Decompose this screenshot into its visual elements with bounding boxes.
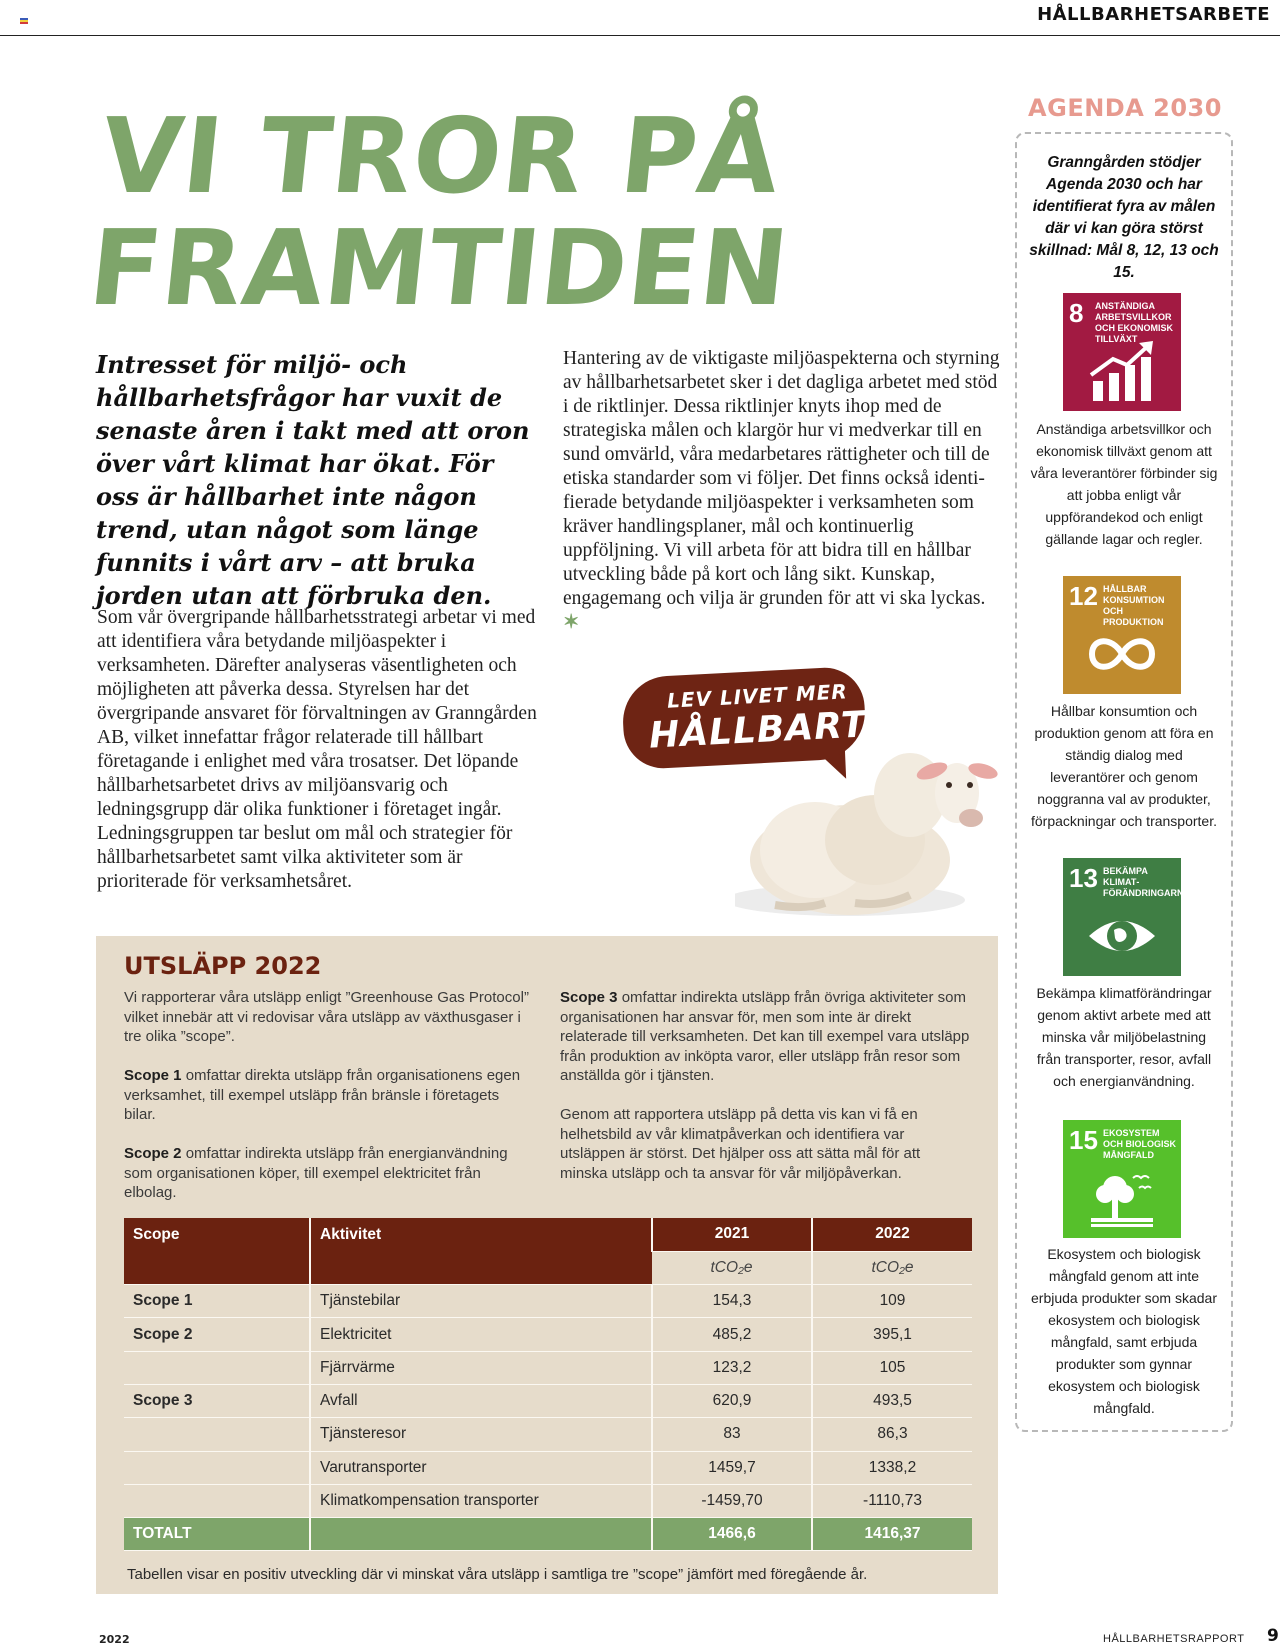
cell-2021: -1459,70 (652, 1484, 812, 1517)
header-activity: Aktivitet (310, 1218, 652, 1285)
cell-2021: 485,2 (652, 1318, 812, 1351)
sdg-name: ANSTÄNDIGA ARBETSVILLKOR OCH EKONOMISK TILLVÄXT (1095, 301, 1174, 344)
sdg-tile-13 (1063, 858, 1190, 976)
emissions-left-column (124, 988, 534, 1222)
table-row (124, 1451, 972, 1484)
headline-line-2: FRAMTIDEN (83, 207, 795, 329)
cell-2021: 83 (652, 1418, 812, 1451)
sheep-image (735, 735, 1010, 930)
table-row (124, 1285, 972, 1318)
top-bar (0, 0, 1280, 36)
cell-2021: 154,3 (652, 1285, 812, 1318)
section-title: HÅLLBARHETSARBETE (1037, 4, 1270, 25)
total-2022: 1416,37 (812, 1518, 972, 1551)
cell-2021: 620,9 (652, 1384, 812, 1417)
footer-year: 2022 (99, 1633, 130, 1645)
cell-2021: 123,2 (652, 1351, 812, 1384)
header-2022: 2022 (812, 1218, 972, 1251)
headline-line-1: VI TROR PÅ (95, 95, 787, 217)
cell-scope (124, 1351, 310, 1384)
cell-scope (124, 1451, 310, 1484)
scope2-label: Scope 2 (124, 1145, 182, 1162)
scope1-label: Scope 1 (124, 1067, 182, 1084)
sdg-description-12: Hållbar konsumtion och produktion genom att föra en ständig dialog med leverantörer och genom noggranna val av produkter, förpackningar och transporter. (1031, 703, 1217, 829)
cell-2022: 105 (812, 1351, 972, 1384)
total-empty (310, 1518, 652, 1551)
unit-2021: tCO₂e (652, 1251, 812, 1284)
bubble-text-large: HÅLLBART (648, 704, 868, 757)
cell-scope: Scope 2 (124, 1318, 310, 1351)
infinity-icon (1087, 622, 1157, 686)
cell-2022: 1338,2 (812, 1451, 972, 1484)
total-row (124, 1518, 972, 1551)
total-label: TOTALT (124, 1518, 310, 1551)
cell-activity: Avfall (310, 1384, 652, 1417)
page-number: 9 (1267, 1626, 1279, 1645)
cell-activity: Tjänsteresor (310, 1418, 652, 1451)
scope1-paragraph (124, 1066, 534, 1125)
cell-scope (124, 1484, 310, 1517)
sdg-description-15: Ekosystem och biologisk mångfald genom att inte erbjuda produkter som skadar ekosystem och biologisk mångfald, samt erbjuda produkter som gynnar ekosystem och biologisk mångfald. (1031, 1246, 1217, 1416)
table-row (124, 1384, 972, 1417)
sdg-description-8: Anständiga arbetsvillkor och ekonomisk tillväxt genom att våra leverantörer förbinder sig att jobba enligt vår uppförandekod och enligt gällande lagar och regler. (1030, 421, 1218, 547)
scope2-paragraph (124, 1144, 534, 1203)
body-paragraph-right (563, 347, 1003, 635)
bubble-text-small: LEV LIVET MER (666, 679, 849, 713)
sdg-name: BEKÄMPA KLIMATFÖRÄNDRINGARNA (1103, 866, 1190, 898)
scope3-text: omfattar indirekta utsläpp från övriga aktiviteter som organisationen har ansvar för, men som inte är direkt relaterade till verksamheten. Det kan till exempel vara utsläpp från produktion av inköpta varor, eller utsläpp från resor som anställda gör i tjänsten. (560, 989, 970, 1084)
agenda-title: AGENDA 2030 (1028, 94, 1222, 122)
page-headline (83, 95, 795, 329)
cell-2021: 1459,7 (652, 1451, 812, 1484)
sdg-name: EKOSYSTEM OCH BIOLOGISK MÅNGFALD (1103, 1128, 1177, 1160)
cell-activity: Elektricitet (310, 1318, 652, 1351)
scope1-text: omfattar direkta utsläpp från organisationens egen verksamhet, till exempel utsläpp från bränsle i företagets bilar. (124, 1067, 521, 1123)
sdg-number: 8 (1069, 298, 1084, 328)
sdg-description-13: Bekämpa klimatförändringar genom aktivt arbete med att minska vår miljöbelastning från transporter, resor, avfall och energianvändning. (1036, 985, 1212, 1089)
emissions-table (124, 1218, 972, 1551)
cell-activity: Varutransporter (310, 1451, 652, 1484)
scope3-label: Scope 3 (560, 989, 618, 1006)
table-row (124, 1318, 972, 1351)
header-scope: Scope (124, 1218, 310, 1285)
cell-2022: 109 (812, 1285, 972, 1318)
header-2021: 2021 (652, 1218, 812, 1251)
cell-activity: Tjänstebilar (310, 1285, 652, 1318)
total-2021: 1466,6 (652, 1518, 812, 1551)
cell-2022: 395,1 (812, 1318, 972, 1351)
table-row (124, 1351, 972, 1384)
lead-paragraph: Intresset för miljö- och hållbarhetsfrågor har vuxit de senaste åren i takt med att oron över vårt klimat har ökat. För oss är hållbarhet inte någon trend, utan något som länge funnits i vårt arv – att bruka jorden utan att förbruka den. (96, 350, 530, 610)
sdg-number: 13 (1069, 863, 1098, 893)
sdg-tile-12 (1063, 576, 1181, 694)
cell-scope (124, 1418, 310, 1451)
table-row (124, 1484, 972, 1517)
unit-2022: tCO₂e (812, 1251, 972, 1284)
body-paragraph-right-text: Hantering av de viktigaste miljöaspekterna och styrning av hållbarhetsarbetet sker i det dagliga arbetet med stöd i de riktlinjer. Dessa riktlinjer knyts ihop med de strategiska målen och klargör hur vi medverkar till en sund omvärld, våra medarbetares rättigheter och till de etiska standarder som vi följer. Det finns också identifierade betydande miljöaspekter i verksamheten som kräver handlingsplaner, mål och kontinuerlig uppföljning. Vi vill arbeta för att bidra till en hållbar utveckling både på kort och lång sikt. Kunskap, engagemang och vilja är grunden för att vi ska lyckas. (563, 348, 1000, 609)
table-note: Tabellen visar en positiv utveckling där vi minskat våra utsläpp i samtliga tre ”scope” jämfört med föregående år. (127, 1566, 868, 1583)
flag-icon (20, 18, 28, 24)
scope3-paragraph (560, 988, 970, 1086)
tree-birds-icon (1087, 1166, 1157, 1230)
agenda-intro: Granngården stödjer Agenda 2030 och har identifierat fyra av målen där vi kan göra störst skillnad: Mål 8, 12, 13 och 15. (1029, 154, 1219, 281)
emissions-title: UTSLÄPP 2022 (124, 952, 322, 980)
scope2-text: omfattar indirekta utsläpp från energianvändning som organisationen köper, till exempel elektricitet från elbolag. (124, 1145, 508, 1201)
cell-activity: Klimatkompensation transporter (310, 1484, 652, 1517)
emissions-intro: Vi rapporterar våra utsläpp enligt ”Greenhouse Gas Protocol” vilket innebär att vi redovisar våra utsläpp av växthusgaser i tre olika ”scope”. (124, 989, 529, 1045)
cell-2022: 493,5 (812, 1384, 972, 1417)
leaf-icon: ✶ (563, 612, 580, 633)
cell-2022: 86,3 (812, 1418, 972, 1451)
cell-2022: -1110,73 (812, 1484, 972, 1517)
sdg-tile-8 (1063, 293, 1181, 411)
eye-globe-icon (1087, 904, 1157, 968)
emissions-panel (96, 936, 998, 1594)
cell-activity: Fjärrvärme (310, 1351, 652, 1384)
sdg-number: 12 (1069, 581, 1098, 611)
sdg-name: HÅLLBAR KONSUMTION OCH PRODUKTION (1103, 584, 1165, 627)
footer-publication: HÅLLBARHETSRAPPORT (1103, 1633, 1245, 1645)
growth-chart-icon (1087, 339, 1157, 403)
body-paragraph-left: Som vår övergripande hållbarhetsstrategi arbetar vi med att identifiera våra betydande miljöaspekter i verksamheten. Därefter analyseras väsentligheten och möjligheten att påverka dessa. Styrelsen har det övergripande ansvaret för förvaltningen av Granngården AB, vilket innefattar frågor relaterade till hållbart företagande i enlighet med våra trosatser. Det löpande hållbarhetsarbetet drivs av miljöansvarig och ledningsgrupp där olika funktioner i företaget ingår. Ledningsgruppen tar beslut om mål och strategier för hållbarhetsarbetet samt vilka aktiviteter som är prioriterade för verksamhetsåret. (97, 607, 537, 892)
emissions-right-column (560, 988, 970, 1203)
cell-scope: Scope 1 (124, 1285, 310, 1318)
sdg-tile-15 (1063, 1120, 1181, 1238)
emissions-conclusion: Genom att rapportera utsläpp på detta vis kan vi få en helhetsbild av vår klimatpåverkan och identifiera var utsläppen är störst. Det hjälper oss att sätta mål för att minska utsläpp och ta ansvar för vår miljöpåverkan. (560, 1106, 921, 1182)
sdg-number: 15 (1069, 1125, 1098, 1155)
cell-scope: Scope 3 (124, 1384, 310, 1417)
table-row (124, 1418, 972, 1451)
